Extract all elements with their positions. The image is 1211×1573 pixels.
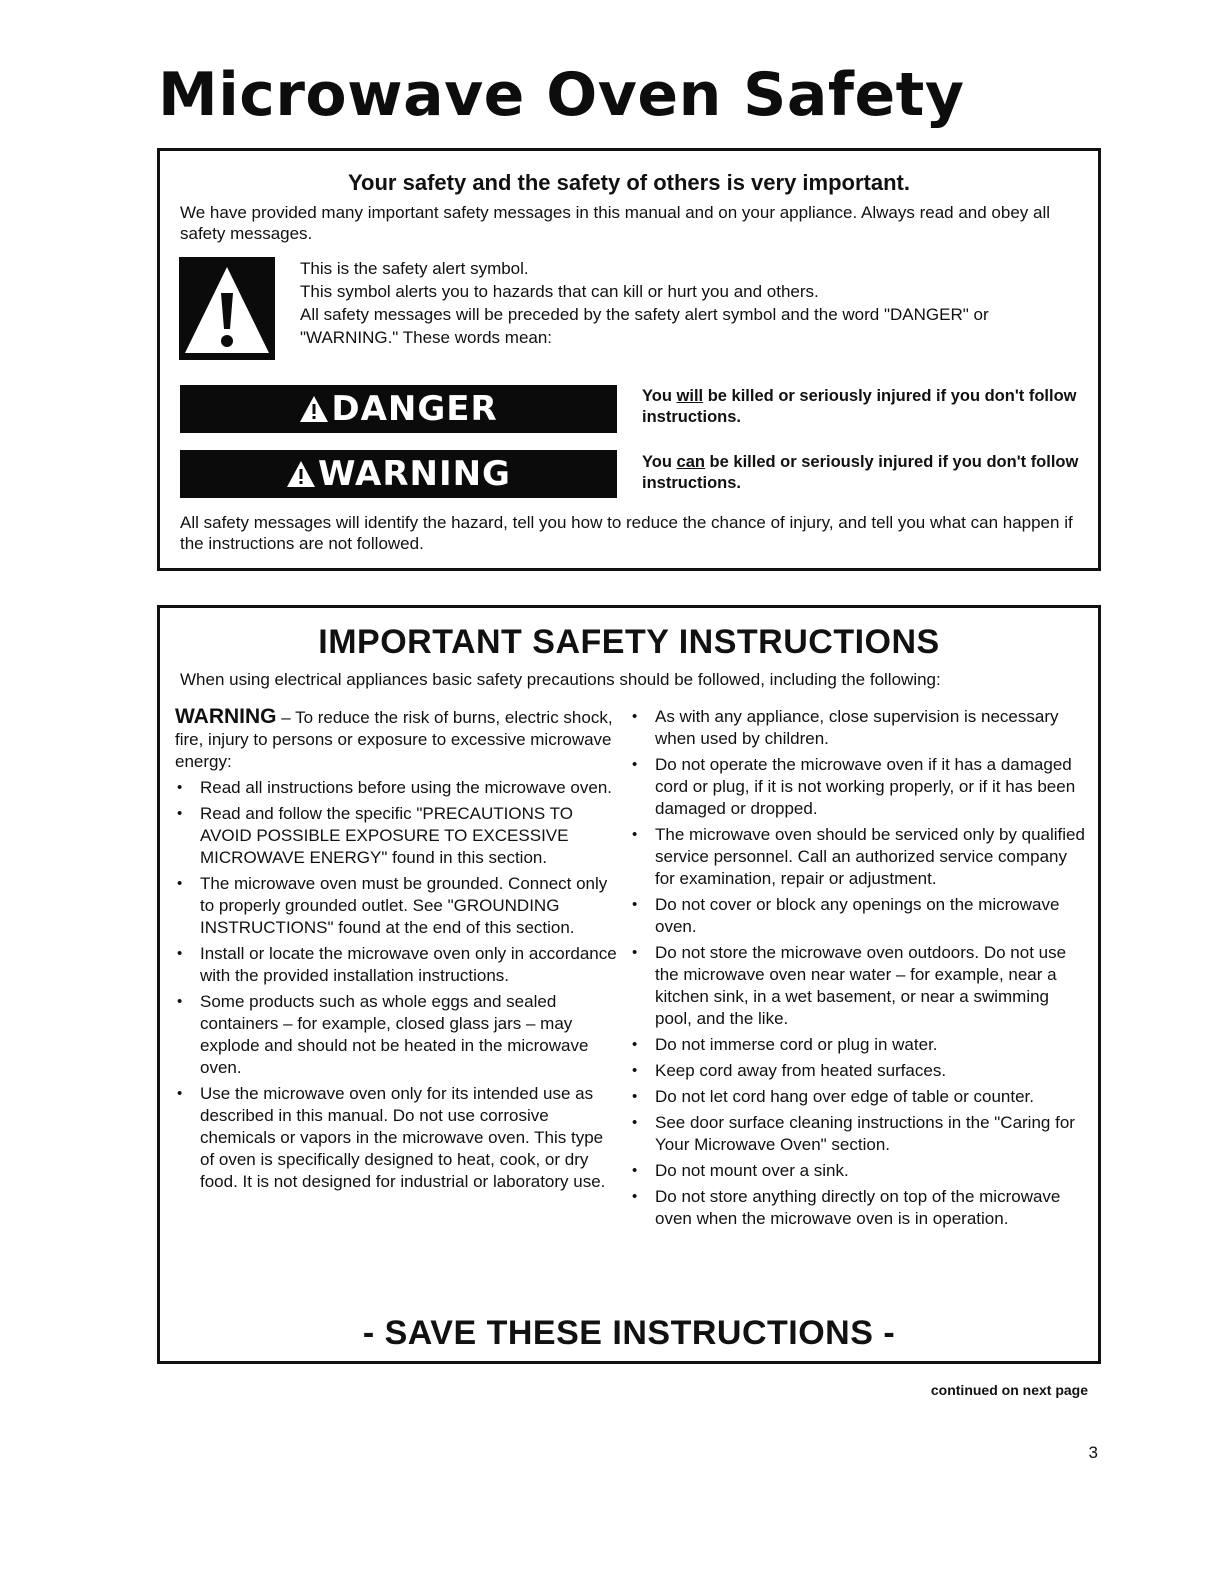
safety-heading: Your safety and the safety of others is very important. [348, 170, 910, 195]
danger-alert-icon [299, 394, 329, 424]
important-instructions-box [157, 605, 1101, 1364]
warning-intro [175, 706, 620, 773]
warning-meaning: You can be killed or seriously injured if you don't follow instructions. [642, 453, 1079, 492]
list-item: • The microwave oven should be serviced only by qualified service personnel. Call an authorized service company for examination, repair or adjustment. [630, 824, 1090, 890]
safety-closing: All safety messages will identify the hazard, tell you how to reduce the chance of injury, and tell you what can happen if the instructions are not followed. [180, 513, 1073, 553]
warning-banner [180, 450, 617, 498]
alert-line: This symbol alerts you to hazards that can kill or hurt you and others. [300, 282, 819, 301]
left-bullet-list [175, 777, 620, 1193]
list-item: • Some products such as whole eggs and sealed containers – for example, closed glass jars – may explode and should not be heated in the microwave oven. [175, 991, 620, 1079]
instructions-heading: IMPORTANT SAFETY INSTRUCTIONS [318, 623, 940, 661]
warning-lead: WARNING [175, 705, 277, 728]
list-item: • Do not store the microwave oven outdoors. Do not use the microwave oven near water – for example, near a kitchen sink, in a wet basement, or near a swimming pool, and the like. [630, 942, 1090, 1030]
instructions-right-column [630, 706, 1090, 1234]
danger-label: DANGER [331, 389, 498, 429]
safety-alert-icon [179, 257, 275, 360]
list-item: • Read and follow the specific "PRECAUTIONS TO AVOID POSSIBLE EXPOSURE TO EXCESSIVE MICROWAVE ENERGY" found in this section. [175, 803, 620, 869]
list-item: • As with any appliance, close supervision is necessary when used by children. [630, 706, 1090, 750]
warning-alert-icon [286, 459, 316, 489]
list-item: • Do not let cord hang over edge of table or counter. [630, 1086, 1090, 1108]
list-item: • Do not cover or block any openings on the microwave oven. [630, 894, 1090, 938]
alert-line: All safety messages will be preceded by the safety alert symbol and the word "DANGER" or "WARNING." These words mean: [300, 305, 989, 347]
page-title: Microwave Oven Safety [158, 60, 965, 130]
instructions-left-column [175, 706, 620, 1197]
alert-symbol-explanation [300, 257, 1080, 349]
warning-intro-text: – To reduce the risk of burns, electric shock, fire, injury to persons or exposure to excessive microwave energy: [175, 708, 613, 771]
danger-banner [180, 385, 617, 433]
alert-line: This is the safety alert symbol. [300, 259, 529, 278]
page-number: 3 [1088, 1443, 1098, 1462]
list-item: • Use the microwave oven only for its intended use as described in this manual. Do not use corrosive chemicals or vapors in the microwave oven. This type of oven is specifically designed to heat, cook, or dry food. It is not designed for industrial or laboratory use. [175, 1083, 620, 1193]
instructions-intro: When using electrical appliances basic safety precautions should be followed, including the following: [180, 670, 941, 689]
warning-label: WARNING [318, 454, 511, 494]
list-item: • Keep cord away from heated surfaces. [630, 1060, 1090, 1082]
list-item: • The microwave oven must be grounded. Connect only to properly grounded outlet. See "GROUNDING INSTRUCTIONS" found at the end of this section. [175, 873, 620, 939]
continued-note: continued on next page [930, 1382, 1088, 1398]
list-item: • Read all instructions before using the microwave oven. [175, 777, 620, 799]
save-instructions-line: - SAVE THESE INSTRUCTIONS - [362, 1314, 896, 1352]
right-bullet-list [630, 706, 1090, 1230]
list-item: • Do not store anything directly on top of the microwave oven when the microwave oven is in operation. [630, 1186, 1090, 1230]
danger-meaning: You will be killed or seriously injured if you don't follow instructions. [642, 387, 1077, 426]
list-item: • Install or locate the microwave oven only in accordance with the provided installation instructions. [175, 943, 620, 987]
list-item: • Do not immerse cord or plug in water. [630, 1034, 1090, 1056]
list-item: • Do not mount over a sink. [630, 1160, 1090, 1182]
safety-intro: We have provided many important safety messages in this manual and on your appliance. Always read and obey all safety messages. [180, 203, 1051, 243]
list-item: • Do not operate the microwave oven if it has a damaged cord or plug, if it is not working properly, or if it has been damaged or dropped. [630, 754, 1090, 820]
safety-message-box [157, 148, 1101, 571]
list-item: • See door surface cleaning instructions in the "Caring for Your Microwave Oven" section. [630, 1112, 1090, 1156]
